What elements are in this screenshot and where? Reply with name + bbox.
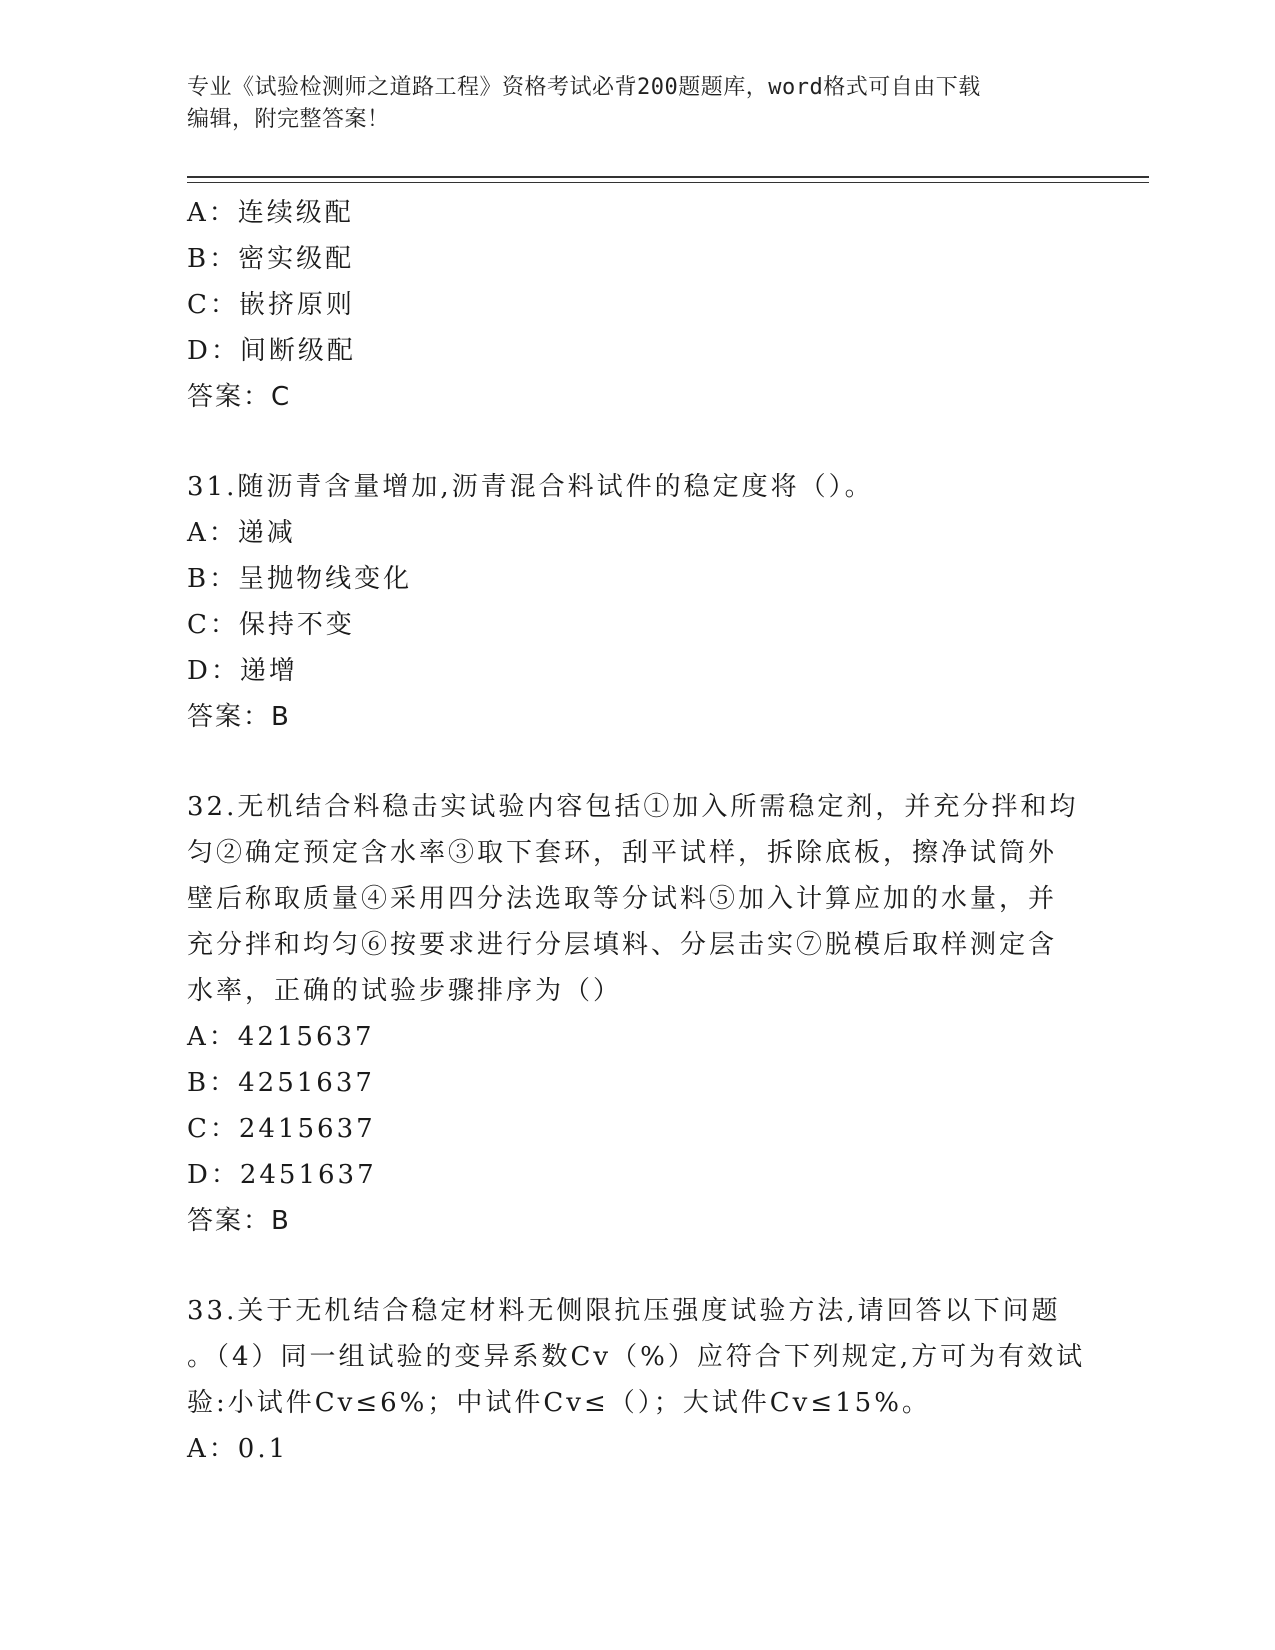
option-b: B：密实级配 xyxy=(187,244,355,274)
header-divider-thick xyxy=(187,176,1149,178)
option-d: D：间断级配 xyxy=(187,336,356,366)
option-d: D：2451637 xyxy=(187,1160,377,1190)
answer-line: 答案：B xyxy=(187,1206,291,1236)
question-stem-line-3: 验:小试件Cv≤6%；中试件Cv≤（）；大试件Cv≤15%。 xyxy=(187,1388,931,1418)
question-stem-line-3: 壁后称取质量④采用四分法选取等分试料⑤加入计算应加的水量，并 xyxy=(187,884,1058,914)
option-a: A：连续级配 xyxy=(187,198,354,228)
option-c: C：嵌挤原则 xyxy=(187,290,355,320)
header-title-line-1: 专业《试验检测师之道路工程》资格考试必背200题题库，word格式可自由下载 xyxy=(187,75,981,100)
question-31 xyxy=(187,464,1087,740)
header-divider-thin xyxy=(187,182,1149,183)
option-b: B：呈抛物线变化 xyxy=(187,564,413,594)
question-stem-line-2: 。（4）同一组试验的变异系数Cv（%）应符合下列规定,方可为有效试 xyxy=(187,1342,1086,1372)
answer-line: 答案：B xyxy=(187,702,291,732)
option-a: A：4215637 xyxy=(187,1022,375,1052)
document-header xyxy=(187,72,1067,136)
question-stem-line-4: 充分拌和均匀⑥按要求进行分层填料、分层击实⑦脱模后取样测定含 xyxy=(187,930,1058,960)
option-a: A：递减 xyxy=(187,518,296,548)
question-stem-line-2: 匀②确定预定含水率③取下套环，刮平试样，拆除底板，擦净试筒外 xyxy=(187,838,1058,868)
question-32 xyxy=(187,784,1087,1244)
question-stem-line-5: 水率，正确的试验步骤排序为（） xyxy=(187,976,623,1006)
option-c: C：保持不变 xyxy=(187,610,355,640)
question-stem-line-1: 33.关于无机结合稳定材料无侧限抗压强度试验方法,请回答以下问题 xyxy=(187,1296,1061,1326)
answer-line: 答案：C xyxy=(187,382,292,412)
header-title-line-2: 编辑，附完整答案！ xyxy=(187,107,390,132)
option-a: A：0.1 xyxy=(187,1434,289,1464)
option-d: D：递增 xyxy=(187,656,298,686)
question-stem-line-1: 32.无机结合料稳击实试验内容包括①加入所需稳定剂，并充分拌和均 xyxy=(187,792,1079,822)
option-c: C：2415637 xyxy=(187,1114,376,1144)
question-stem: 31.随沥青含量增加,沥青混合料试件的稳定度将（）。 xyxy=(187,472,874,502)
question-33 xyxy=(187,1288,1087,1472)
question-30-continued xyxy=(187,190,1087,420)
question-list xyxy=(187,190,1087,1472)
option-b: B：4251637 xyxy=(187,1068,375,1098)
